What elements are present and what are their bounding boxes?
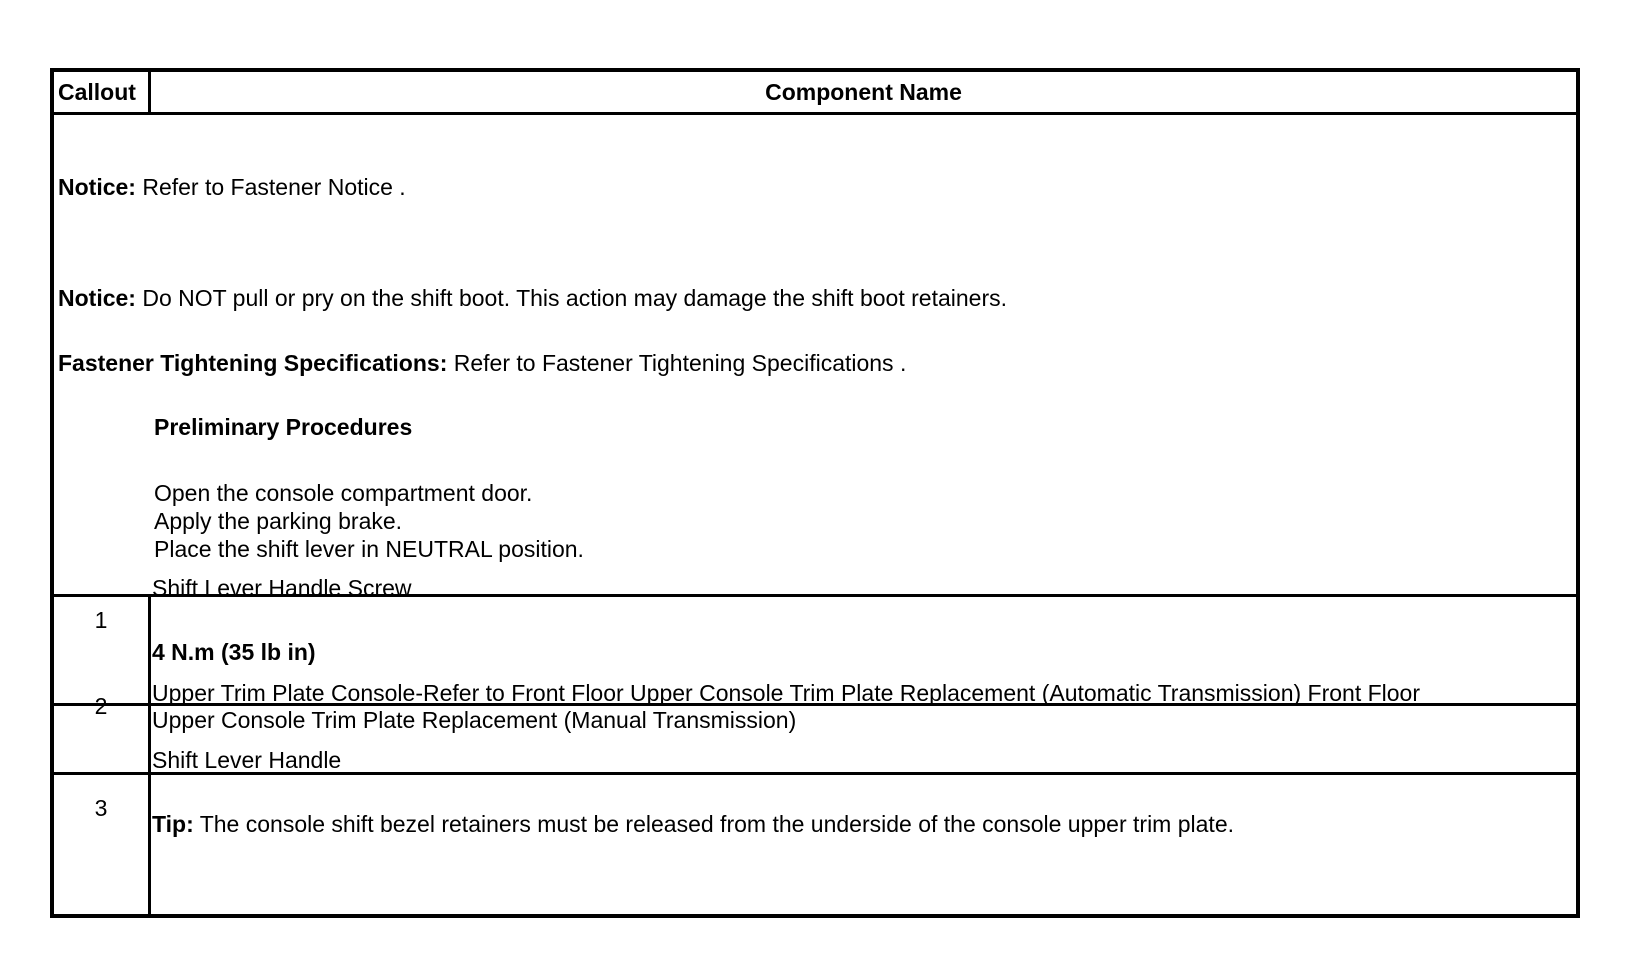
component-table [50, 68, 1580, 918]
row3-component-name: Shift Lever Handle [152, 747, 342, 773]
procedure-step: Open the console compartment door. [154, 480, 533, 506]
notice-fastener [58, 173, 406, 201]
fastener-spec [58, 349, 906, 377]
procedure-step: Apply the parking brake. [154, 508, 403, 534]
notice-label: Notice: [58, 174, 136, 200]
preliminary-procedures-title: Preliminary Procedures [154, 414, 413, 440]
spec-label: Fastener Tightening Specifications: [58, 350, 448, 376]
row3-tip [152, 810, 1234, 838]
notice-text: Do NOT pull or pry on the shift boot. This action may damage the shift boot retainers. [142, 285, 1007, 311]
row2-callout: 2 [94, 693, 108, 719]
notice-shift-boot [58, 284, 1007, 312]
row1-callout: 1 [94, 607, 108, 633]
header-divider [54, 112, 1576, 115]
tip-label: Tip: [152, 811, 194, 837]
row3-callout: 3 [94, 795, 108, 821]
row2-component-name-line1: Upper Trim Plate Console-Refer to Front Floor Upper Console Trim Plate Replacement (Automatic Transmission) Front Floor [152, 680, 1421, 706]
row1-component-name: Shift Lever Handle Screw [152, 575, 412, 601]
spec-text: Refer to Fastener Tightening Specifications . [453, 350, 907, 376]
notice-label: Notice: [58, 285, 136, 311]
header-callout: Callout [58, 79, 136, 105]
header-component-name: Component Name [765, 79, 962, 105]
rows-column-divider [148, 594, 151, 918]
notice-text: Refer to Fastener Notice . [142, 174, 406, 200]
tip-text: The console shift bezel retainers must be released from the underside of the console upper trim plate. [199, 811, 1234, 837]
row2-component-name-line2: Upper Console Trim Plate Replacement (Manual Transmission) [152, 707, 797, 733]
row1-torque-spec: 4 N.m (35 lb in) [152, 639, 316, 665]
procedure-step: Place the shift lever in NEUTRAL position. [154, 536, 584, 562]
